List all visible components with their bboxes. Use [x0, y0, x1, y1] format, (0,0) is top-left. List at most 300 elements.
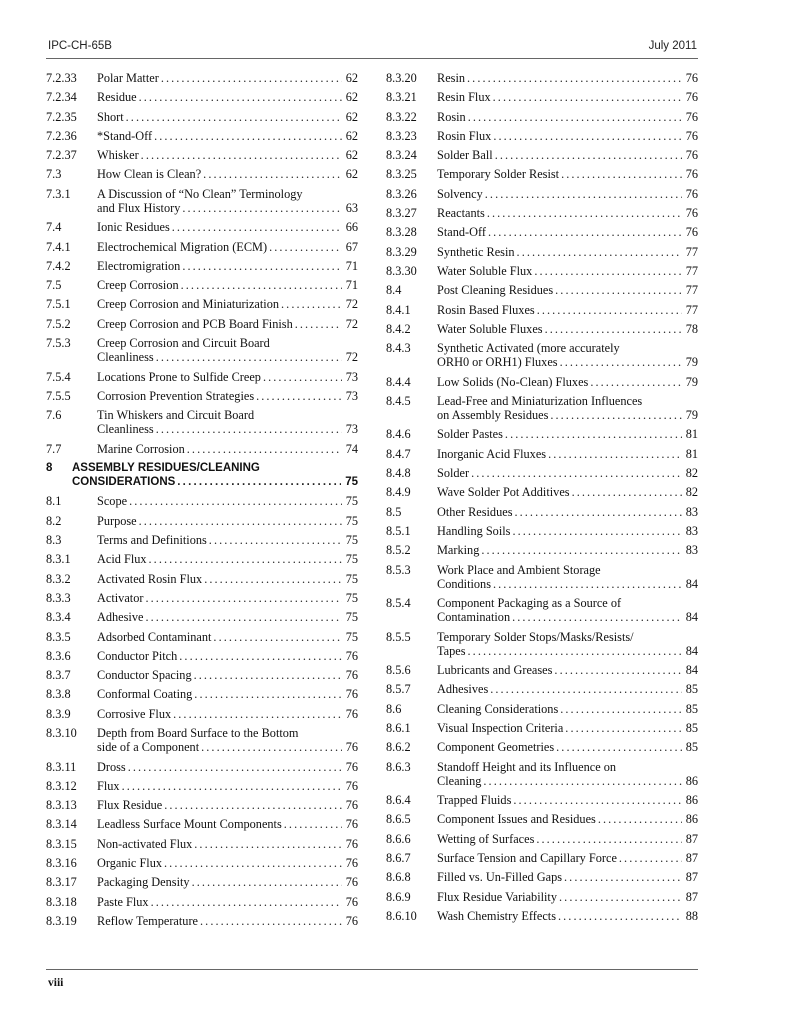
toc-entry[interactable] [386, 245, 698, 259]
toc-entry[interactable] [386, 543, 698, 557]
toc-entry-title: Rosin Flux [437, 128, 492, 143]
toc-entry[interactable] [46, 278, 358, 292]
toc-entry[interactable] [386, 682, 698, 696]
toc-entry[interactable] [386, 341, 698, 369]
toc-entry[interactable] [386, 596, 698, 624]
toc-entry-number: 8.4.3 [386, 341, 411, 356]
dot-leader [194, 668, 342, 682]
toc-entry-number: 7.2.37 [46, 148, 77, 163]
toc-entry-number: 7.2.35 [46, 109, 77, 124]
toc-entry-title: Work Place and Ambient Storage [437, 562, 601, 577]
toc-entry[interactable] [46, 408, 358, 436]
toc-entry[interactable] [386, 890, 698, 904]
toc-entry[interactable] [46, 71, 358, 85]
toc-entry[interactable] [386, 832, 698, 846]
toc-entry[interactable] [46, 167, 358, 181]
dot-leader [561, 167, 682, 181]
toc-entry-number: 8.3.3 [46, 590, 71, 605]
toc-entry-title: Component Geometries [437, 740, 555, 755]
toc-entry-number: 8.3.22 [386, 109, 417, 124]
toc-entry-number: 8.6 [386, 701, 402, 716]
toc-entry-title: Contamination [437, 610, 511, 625]
toc-entry[interactable] [386, 225, 698, 239]
toc-entry-title: Wash Chemistry Effects [437, 908, 556, 923]
toc-entry-number: 8.3.10 [46, 726, 77, 741]
dot-leader [269, 240, 342, 254]
dot-leader [213, 630, 341, 644]
toc-entry-title: Rosin [437, 109, 466, 124]
dot-leader [151, 895, 342, 909]
toc-entry-number: 8.3.23 [386, 128, 417, 143]
toc-entry-page: 85 [685, 701, 698, 716]
toc-entry-title: Corrosive Flux [97, 706, 172, 721]
toc-entry-title: Whisker [97, 148, 139, 163]
toc-entry-number: 8.3.28 [386, 225, 417, 240]
dot-leader [209, 533, 342, 547]
toc-entry[interactable] [46, 856, 358, 870]
toc-entry[interactable] [386, 702, 698, 716]
toc-entry-page: 62 [345, 128, 358, 143]
toc-entry-page: 76 [345, 648, 358, 663]
dot-leader [172, 220, 342, 234]
toc-entry[interactable] [46, 760, 358, 774]
toc-entry[interactable] [46, 610, 358, 624]
toc-entry-title: A Discussion of “No Clean” Terminology [97, 186, 303, 201]
toc-entry-page: 76 [345, 875, 358, 890]
toc-entry-page: 76 [345, 894, 358, 909]
dot-leader [256, 389, 342, 403]
toc-entry-page: 86 [685, 793, 698, 808]
toc-entry-title: side of a Component [97, 740, 200, 755]
toc-entry-number: 7.5 [46, 278, 62, 293]
toc-entry[interactable] [386, 110, 698, 124]
toc-entry-number: 8.6.10 [386, 908, 417, 923]
dot-leader [493, 90, 682, 104]
toc-entry[interactable] [386, 793, 698, 807]
toc-entry-title: Inorganic Acid Fluxes [437, 446, 547, 461]
dot-leader [128, 760, 342, 774]
toc-entry-page: 75 [345, 610, 358, 625]
dot-leader [558, 909, 682, 923]
toc-entry-number: 8.6.9 [386, 889, 411, 904]
toc-entry-page: 76 [345, 687, 358, 702]
toc-entry[interactable] [46, 649, 358, 663]
toc-entry[interactable] [46, 837, 358, 851]
toc-entry[interactable] [386, 71, 698, 85]
toc-entry-number: 8.6.2 [386, 740, 411, 755]
dot-leader [295, 317, 342, 331]
dot-leader [560, 355, 682, 369]
toc-entry-title: Solder Ball [437, 148, 493, 163]
toc-entry-number: 8.3.17 [46, 875, 77, 890]
toc-entry-number: 8.3.20 [386, 71, 417, 85]
toc-entry-page: 75 [345, 513, 358, 528]
toc-entry-page: 77 [685, 244, 698, 259]
toc-entry-title: Marking [437, 543, 480, 558]
toc-entry-page: 81 [685, 427, 698, 442]
toc-entry[interactable] [386, 264, 698, 278]
toc-entry[interactable] [386, 129, 698, 143]
toc-entry-number: 7.4 [46, 220, 62, 235]
toc-entry-number: 8.3.12 [46, 778, 77, 793]
dot-leader [141, 148, 342, 162]
toc-entry-title: Cleanliness [97, 350, 154, 365]
toc-entry[interactable] [46, 914, 358, 928]
toc-entry-number: 8.6.6 [386, 831, 411, 846]
dot-leader [156, 422, 342, 436]
toc-entry[interactable] [386, 283, 698, 297]
toc-column-left [46, 71, 358, 933]
toc-entry-title: Flux Residue Variability [437, 889, 558, 904]
toc-entry-title: Polar Matter [97, 71, 159, 85]
dot-leader [164, 856, 342, 870]
toc-entry-page: 84 [685, 576, 698, 591]
toc-entry[interactable] [386, 485, 698, 499]
toc-entry[interactable] [386, 206, 698, 220]
toc-entry[interactable] [46, 240, 358, 254]
toc-entry[interactable] [46, 668, 358, 682]
toc-entry[interactable] [46, 148, 358, 162]
dot-leader [467, 71, 682, 85]
dot-leader [194, 687, 341, 701]
toc-entry[interactable] [46, 317, 358, 331]
toc-entry[interactable] [46, 817, 358, 831]
toc-entry-page: 79 [685, 407, 698, 422]
toc-entry[interactable] [386, 394, 698, 422]
toc-entry-number: 8.3.16 [46, 856, 77, 870]
dot-leader [468, 644, 682, 658]
toc-entry[interactable] [386, 524, 698, 538]
toc-entry[interactable] [46, 494, 358, 508]
toc-entry-page: 84 [685, 610, 698, 625]
toc-entry-title: Synthetic Activated (more accurately [437, 341, 620, 356]
toc-section-heading[interactable] [46, 461, 358, 489]
toc-entry-title: Residue [97, 90, 137, 105]
toc-entry-page: 62 [345, 167, 358, 182]
toc-entry-number: 8.3.1 [46, 552, 71, 567]
toc-entry-page: 63 [345, 200, 358, 215]
toc-entry-number: 8.6.8 [386, 870, 411, 885]
dot-leader [182, 259, 341, 273]
toc-entry-number: 7.6 [46, 408, 62, 423]
toc-entry-number: 7.5.5 [46, 388, 71, 403]
toc-entry-title: Stand-Off [437, 225, 486, 240]
toc-entry-page: 85 [685, 720, 698, 735]
dot-leader [487, 206, 682, 220]
toc-entry-page: 83 [685, 504, 698, 519]
dot-leader [194, 837, 341, 851]
toc-entry[interactable] [46, 798, 358, 812]
toc-entry-number: 8.5.6 [386, 663, 411, 678]
toc-entry[interactable] [386, 322, 698, 336]
toc-entry[interactable] [46, 297, 358, 311]
toc-entry-page: 77 [685, 283, 698, 298]
toc-entry[interactable] [46, 187, 358, 215]
toc-entry-title: Activated Rosin Flux [97, 571, 203, 586]
toc-entry-title: Lead-Free and Miniaturization Influences [437, 393, 643, 408]
toc-entry[interactable] [46, 630, 358, 644]
toc-entry-title: Dross [97, 759, 126, 774]
dot-leader [173, 707, 342, 721]
toc-entry-page: 76 [685, 225, 698, 240]
dot-leader [177, 475, 341, 489]
toc-entry[interactable] [46, 552, 358, 566]
toc-entry-number: 8.5.1 [386, 523, 411, 538]
toc-entry-number: 8.3.29 [386, 244, 417, 259]
toc-entry[interactable] [46, 687, 358, 701]
dot-leader [512, 610, 682, 624]
toc-entry-title: Acid Flux [97, 552, 147, 567]
toc-entry-title: Reactants [437, 206, 485, 221]
toc-entry-page: 81 [685, 446, 698, 461]
toc-entry-title: Standoff Height and its Influence on [437, 759, 617, 774]
toc-entry-page: 76 [685, 186, 698, 201]
toc-entry-title: Flux Residue [97, 798, 163, 813]
toc-entry-page: 75 [345, 629, 358, 644]
toc-entry-page: 85 [685, 740, 698, 755]
dot-leader [619, 851, 682, 865]
toc-entry-number: 8.5.7 [386, 682, 411, 697]
toc-entry-page: 77 [685, 263, 698, 278]
toc-entry-number: 8.3.27 [386, 206, 417, 221]
dot-leader [514, 505, 681, 519]
toc-entry-number: 7.5.4 [46, 369, 71, 384]
toc-entry[interactable] [46, 370, 358, 384]
toc-entry-page: 76 [345, 798, 358, 813]
toc-entry[interactable] [46, 707, 358, 721]
toc-entry-title: Scope [97, 494, 128, 509]
toc-entry-page: 67 [345, 239, 358, 254]
toc-entry-page: 75 [345, 552, 358, 567]
toc-entry-page: 87 [685, 889, 698, 904]
toc-entry-number: 8.3.7 [46, 668, 71, 683]
toc-entry-title: Post Cleaning Residues [437, 283, 554, 298]
toc-entry-page: 77 [685, 302, 698, 317]
toc-entry-number: 8.3.8 [46, 687, 71, 702]
toc-entry-page: 66 [345, 220, 358, 235]
toc-entry[interactable] [46, 533, 358, 547]
toc-entry-title: Lubricants and Greases [437, 663, 553, 678]
toc-entry-page: 75 [345, 494, 358, 509]
toc-entry[interactable] [386, 148, 698, 162]
toc-entry[interactable] [46, 572, 358, 586]
toc-entry-title: Adsorbed Contaminant [97, 629, 212, 644]
toc-entry-title: Activator [97, 590, 144, 605]
toc-entry-number: 8.4.8 [386, 466, 411, 481]
dot-leader [126, 110, 342, 124]
toc-entry[interactable] [386, 740, 698, 754]
dot-leader [545, 322, 682, 336]
dot-leader [559, 890, 682, 904]
toc-entry-title: Paste Flux [97, 894, 149, 909]
toc-entry-page: 73 [345, 422, 358, 437]
dot-leader [556, 740, 682, 754]
toc-entry[interactable] [386, 167, 698, 181]
dot-leader [182, 201, 341, 215]
toc-entry[interactable] [46, 514, 358, 528]
dot-leader [281, 297, 342, 311]
toc-entry[interactable] [46, 129, 358, 143]
toc-entry-title: and Flux History [97, 200, 181, 215]
toc-entry-title: Low Solids (No-Clean) Fluxes [437, 374, 589, 389]
dot-leader [513, 793, 681, 807]
toc-entry-page: 79 [685, 355, 698, 370]
toc-entry-title: Ionic Residues [97, 220, 170, 235]
toc-entry-page: 87 [685, 850, 698, 865]
toc-entry[interactable] [46, 259, 358, 273]
toc-entry-page: 76 [685, 206, 698, 221]
dot-leader [139, 90, 342, 104]
toc-entry-number: 7.2.36 [46, 128, 77, 143]
toc-entry-page: 75 [345, 475, 358, 488]
toc-entry[interactable] [386, 505, 698, 519]
dot-leader [493, 577, 682, 591]
toc-entry[interactable] [46, 389, 358, 403]
dot-leader [536, 832, 681, 846]
toc-entry-page: 83 [685, 523, 698, 538]
toc-entry-title: Synthetic Resin [437, 244, 515, 259]
toc-entry-page: 76 [345, 856, 358, 870]
toc-entry-number: 8.5.2 [386, 543, 411, 558]
toc-entry[interactable] [46, 336, 358, 364]
running-header-doc-id: IPC-CH-65B [48, 40, 112, 52]
toc-entry-title: Solder [437, 466, 470, 481]
toc-entry-page: 76 [345, 836, 358, 851]
toc-entry-page: 62 [345, 90, 358, 105]
toc-entry[interactable] [386, 851, 698, 865]
toc-entry-number: 8.6.5 [386, 812, 411, 827]
toc-entry[interactable] [386, 303, 698, 317]
toc-entry-title: Cleanliness [97, 422, 154, 437]
dot-leader [481, 543, 681, 557]
toc-entry-title: Conductor Spacing [97, 668, 192, 683]
toc-entry-page: 62 [345, 148, 358, 163]
toc-entry-title: on Assembly Residues [437, 407, 549, 422]
toc-entry[interactable] [46, 90, 358, 104]
toc-entry-number: 8.3.5 [46, 629, 71, 644]
toc-entry-title: Terms and Definitions [97, 533, 207, 548]
dot-leader [139, 514, 342, 528]
dot-leader [548, 447, 682, 461]
toc-entry-number: 8.4.2 [386, 321, 411, 336]
toc-entry-title: Packaging Density [97, 875, 190, 890]
toc-entry-number: 8.6.7 [386, 850, 411, 865]
toc-entry[interactable] [386, 563, 698, 591]
toc-entry[interactable] [46, 779, 358, 793]
toc-entry-title: Adhesives [437, 682, 489, 697]
toc-entry[interactable] [46, 110, 358, 124]
toc-entry-title: Locations Prone to Sulfide Creep [97, 369, 261, 384]
toc-entry-number: 8.5.3 [386, 562, 411, 577]
toc-entry-title: Creep Corrosion and Circuit Board [97, 336, 270, 351]
toc-entry-page: 86 [685, 773, 698, 788]
toc-entry-number: 8.4.6 [386, 427, 411, 442]
toc-entry-title: Temporary Solder Resist [437, 167, 560, 182]
toc-entry[interactable] [386, 447, 698, 461]
toc-entry[interactable] [46, 895, 358, 909]
toc-entry[interactable] [386, 466, 698, 480]
toc-entry[interactable] [46, 591, 358, 605]
toc-entry[interactable] [386, 760, 698, 788]
toc-entry-page: 78 [685, 321, 698, 336]
toc-entry[interactable] [386, 909, 698, 923]
toc-entry-number: 7.2.34 [46, 90, 77, 105]
toc-entry[interactable] [46, 875, 358, 889]
toc-entry-number: 7.3.1 [46, 186, 71, 201]
dot-leader [483, 774, 681, 788]
dot-leader [554, 663, 681, 677]
toc-entry-page: 76 [685, 109, 698, 124]
toc-entry[interactable] [46, 726, 358, 754]
toc-entry-page: 75 [345, 571, 358, 586]
toc-entry-number: 8.5.4 [386, 596, 411, 611]
toc-entry[interactable] [386, 721, 698, 735]
dot-leader [590, 375, 681, 389]
toc-entry-title: How Clean is Clean? [97, 167, 202, 182]
toc-entry-title: Creep Corrosion [97, 278, 179, 293]
toc-entry-number: 7.4.1 [46, 239, 71, 254]
dot-leader [203, 167, 342, 181]
toc-entry-title: CONSIDERATIONS [72, 475, 176, 488]
toc-entry-title: Cleaning [437, 773, 482, 788]
dot-leader [187, 442, 342, 456]
toc-entry-title: Creep Corrosion and PCB Board Finish [97, 316, 293, 331]
toc-entry-number: 8.3.30 [386, 263, 417, 278]
toc-entry-number: 8.3.25 [386, 167, 417, 182]
toc-entry[interactable] [386, 90, 698, 104]
toc-entry-title: Depth from Board Surface to the Bottom [97, 726, 299, 741]
toc-entry-page: 85 [685, 682, 698, 697]
toc-entry-title: Wave Solder Pot Additives [437, 485, 570, 500]
dot-leader [201, 740, 342, 754]
toc-entry-page: 82 [685, 485, 698, 500]
toc-entry-title: Non-activated Flux [97, 836, 193, 851]
toc-entry-title: Wetting of Surfaces [437, 831, 535, 846]
toc-entry-page: 87 [685, 870, 698, 885]
toc-entry[interactable] [386, 427, 698, 441]
dot-leader [565, 721, 681, 735]
toc-entry-page: 86 [685, 812, 698, 827]
toc-entry-number: 8.5.5 [386, 629, 411, 644]
dot-leader [164, 798, 341, 812]
dot-leader [493, 129, 681, 143]
toc-entry[interactable] [386, 630, 698, 658]
toc-entry-title: Creep Corrosion and Miniaturization [97, 297, 280, 312]
toc-entry-number: 8.2 [46, 513, 62, 528]
dot-leader [263, 370, 342, 384]
dot-leader [555, 283, 682, 297]
toc-entry-number: 8.3.24 [386, 148, 417, 163]
toc-entry[interactable] [386, 870, 698, 884]
toc-entry[interactable] [386, 187, 698, 201]
toc-entry-title: Short [97, 109, 124, 124]
toc-entry[interactable] [46, 220, 358, 234]
toc-entry[interactable] [386, 375, 698, 389]
dot-leader [122, 779, 342, 793]
toc-entry-page: 83 [685, 543, 698, 558]
toc-entry[interactable] [386, 663, 698, 677]
toc-entry-page: 76 [685, 167, 698, 182]
toc-entry-page: 76 [685, 128, 698, 143]
toc-entry[interactable] [386, 812, 698, 826]
toc-entry-title: Water Soluble Fluxes [437, 321, 543, 336]
toc-entry-title: Tin Whiskers and Circuit Board [97, 408, 255, 423]
toc-entry-number: 8.4 [386, 283, 402, 298]
toc-entry-number: 7.5.2 [46, 316, 71, 331]
toc-entry[interactable] [46, 442, 358, 456]
toc-entry-title: Marine Corrosion [97, 441, 185, 456]
dot-leader [564, 870, 682, 884]
